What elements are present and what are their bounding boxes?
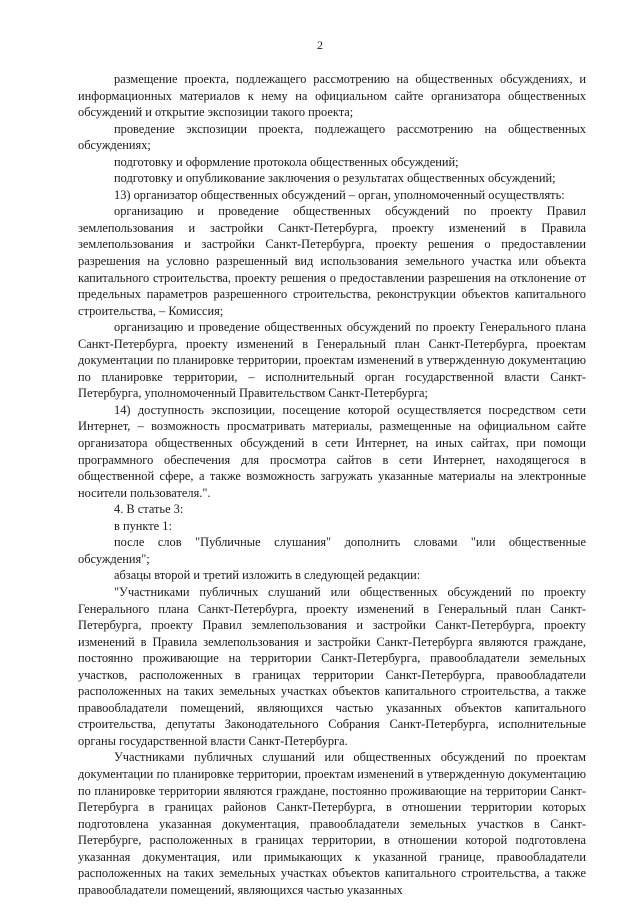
paragraph: подготовку и оформление протокола общественных обсуждений; xyxy=(114,154,459,169)
document-body xyxy=(78,71,586,898)
paragraph: организацию и проведение общественных обсуждений по проекту Правил землепользования и застройки Санкт-Петербурга, проекту изменений в Правила землепользования и застройки Санкт-Петербурга, проекту решения о предоставлении разрешения на условно разрешенный вид использования земельного участка или объекта капитального строительства, проекту решения о предоставлении разрешения на отклонение от предельных параметров разрешенного строительства, реконструкции объектов капитального строительства, – Комиссия; xyxy=(78,204,586,318)
paragraph: 4. В статье 3: xyxy=(114,502,184,517)
paragraph: в пункте 1: xyxy=(114,518,172,533)
paragraph: абзацы второй и третий изложить в следующей редакции: xyxy=(114,568,421,583)
paragraph: размещение проекта, подлежащего рассмотрению на общественных обсуждениях, и информационных материалов к нему на официальном сайте организатора общественных обсуждений и открытие экспозиции такого проекта; xyxy=(78,72,586,120)
paragraph: 14) доступность экспозиции, посещение которой осуществляется посредством сети Интернет, – возможность просматривать материалы, размещенные на официальном сайте организатора общественных обсуждений в сети Интернет, на иных сайтах, при помощи программного обеспечения для просмотра сайтов в сети Интернет, находящегося в общественной сфере, а также возможность загружать указанные материалы на электронные носители пользователя.". xyxy=(78,402,586,500)
paragraph: Участниками публичных слушаний или общественных обсуждений по проектам документации по планировке территории, проектам изменений в утвержденную документацию по планировке территории являются граждане, постоянно проживающие на территории Санкт-Петербурга в границах районов Санкт-Петербурга, в отношении территории которых подготовлена указанная документация, правообладатели земельных участков в Санкт-Петербурге, расположенных в границах территории, в отношении которой подготовлена указанная документация, или примыкающих к указанной границе, правообладатели расположенных на таких земельных участках объектов капитального строительства, а также правообладатели помещений, являющихся частью указанных xyxy=(78,750,586,897)
paragraph: после слов "Публичные слушания" дополнить словами "или общественные обсуждения"; xyxy=(78,535,586,566)
paragraph: организацию и проведение общественных обсуждений по проекту Генерального плана Санкт-Петербурга, проекту изменений в Генеральный план Санкт-Петербурга, проектам документации по планировке территории, проектам изменений в утвержденную документацию по планировке территории, – исполнительный орган государственной власти Санкт-Петербурга, уполномоченный Правительством Санкт-Петербурга; xyxy=(78,320,586,401)
paragraph: подготовку и опубликование заключения о результатах общественных обсуждений; xyxy=(114,171,556,186)
page-number: 2 xyxy=(317,38,323,52)
paragraph: "Участниками публичных слушаний или общественных обсуждений по проекту Генерального плана Санкт-Петербурга, проекту изменений в Генеральный план Санкт-Петербурга, проекту Правил землепользования и застройки Санкт-Петербурга, проекту изменений в Правила землепользования и застройки Санкт-Петербурга являются граждане, постоянно проживающие на территории Санкт-Петербурга, правообладатели земельных участков, расположенных в границах территории Санкт-Петербурга, правообладатели расположенных на таких земельных участках объектов капитального строительства, а также правообладатели помещений, являющихся частью указанных объектов капитального строительства, депутаты Законодательного Собрания Санкт-Петербурга, исполнительные органы государственной власти Санкт-Петербурга. xyxy=(78,584,586,748)
paragraph: 13) организатор общественных обсуждений – орган, уполномоченный осуществлять: xyxy=(114,187,565,202)
paragraph: проведение экспозиции проекта, подлежащего рассмотрению на общественных обсуждениях; xyxy=(78,121,586,153)
